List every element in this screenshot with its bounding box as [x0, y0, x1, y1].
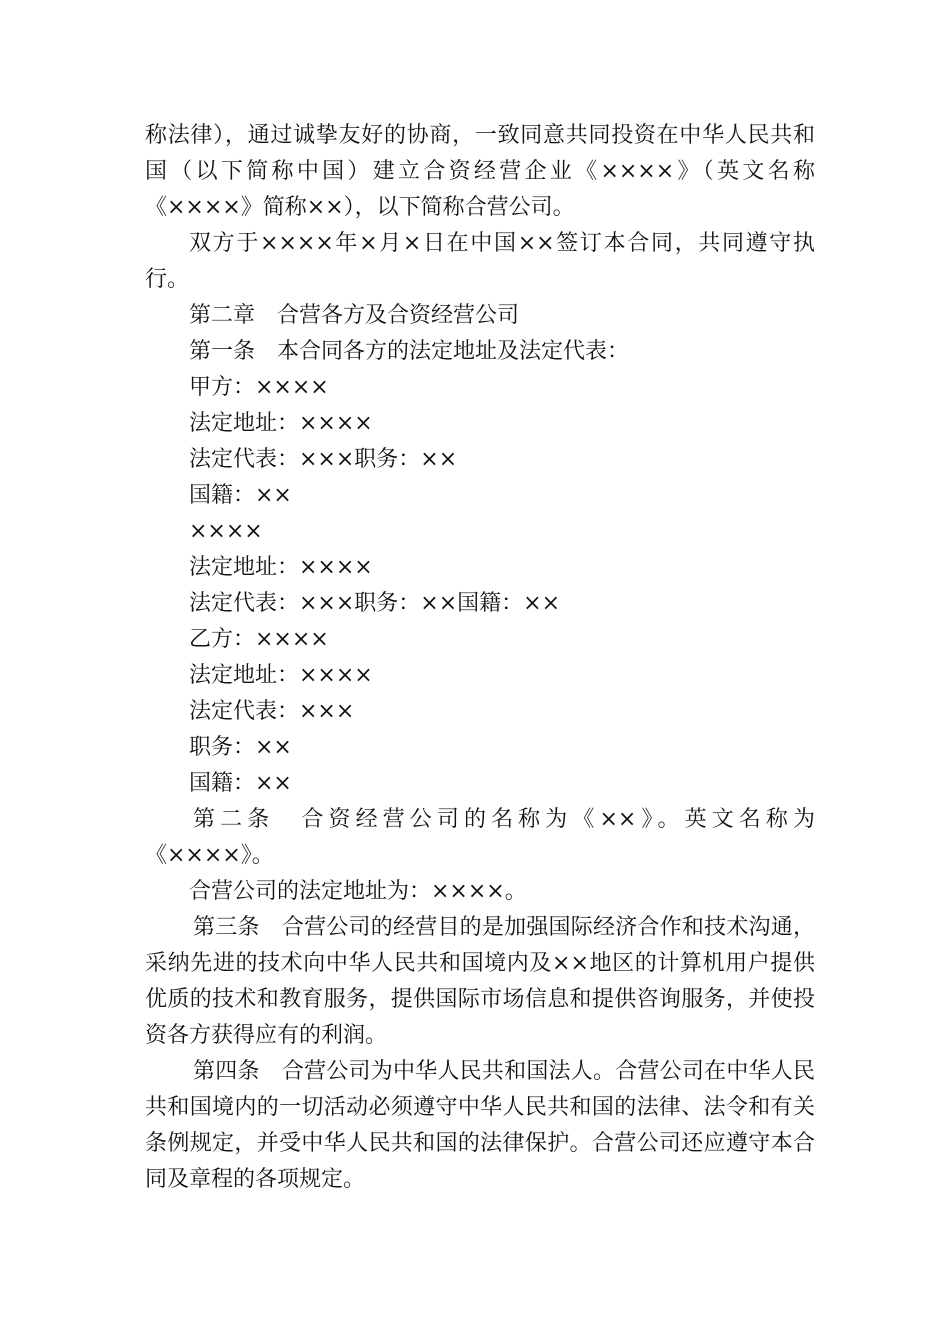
party-b-address: 法定地址：××××: [189, 663, 373, 688]
party-x-name: ××××: [189, 519, 263, 544]
company-address: 合营公司的法定地址为：××××。: [189, 879, 527, 904]
party-b-nationality: 国籍：××: [189, 771, 292, 796]
article-1-heading: 第一条 本合同各方的法定地址及法定代表：: [189, 339, 630, 364]
chapter-heading: 第二章 合营各方及合资经营公司: [189, 303, 520, 328]
paragraph-signing: 双方于××××年×月×日在中国××签订本合同，共同遵守执行。: [145, 231, 815, 292]
party-a-name: 甲方：××××: [189, 375, 329, 400]
article-4: 第四条 合营公司为中华人民共和国法人。合营公司在中华人民共和国境内的一切活动必须遵守中华人民共和国的法律、法令和有关条例规定，并受中华人民共和国的法律保护。合营公司还应遵守本合同及章程的各项规定。: [145, 1059, 815, 1192]
party-a-address: 法定地址：××××: [189, 411, 373, 436]
document-body: [145, 118, 815, 1198]
party-x-representative: 法定代表：×××职务：××国籍：××: [189, 591, 561, 616]
article-3: 第三条 合营公司的经营目的是加强国际经济合作和技术沟通，采纳先进的技术向中华人民共和国境内及××地区的计算机用户提供优质的技术和教育服务，提供国际市场信息和提供咨询服务，并使投资各方获得应有的利润。: [145, 915, 815, 1048]
party-b-representative: 法定代表：×××: [189, 699, 355, 724]
party-x-address: 法定地址：××××: [189, 555, 373, 580]
party-b-position: 职务：××: [189, 735, 292, 760]
party-a-nationality: 国籍：××: [189, 483, 292, 508]
article-2: 第二条 合资经营公司的名称为《××》。英文名称为《××××》。: [145, 807, 815, 868]
paragraph-intro: 称法律），通过诚挚友好的协商，一致同意共同投资在中华人民共和国（以下简称中国）建立合资经营企业《××××》（英文名称《××××》简称××），以下简称合营公司。: [145, 123, 815, 220]
party-a-representative: 法定代表：×××职务：××: [189, 447, 458, 472]
party-b-name: 乙方：××××: [189, 627, 329, 652]
